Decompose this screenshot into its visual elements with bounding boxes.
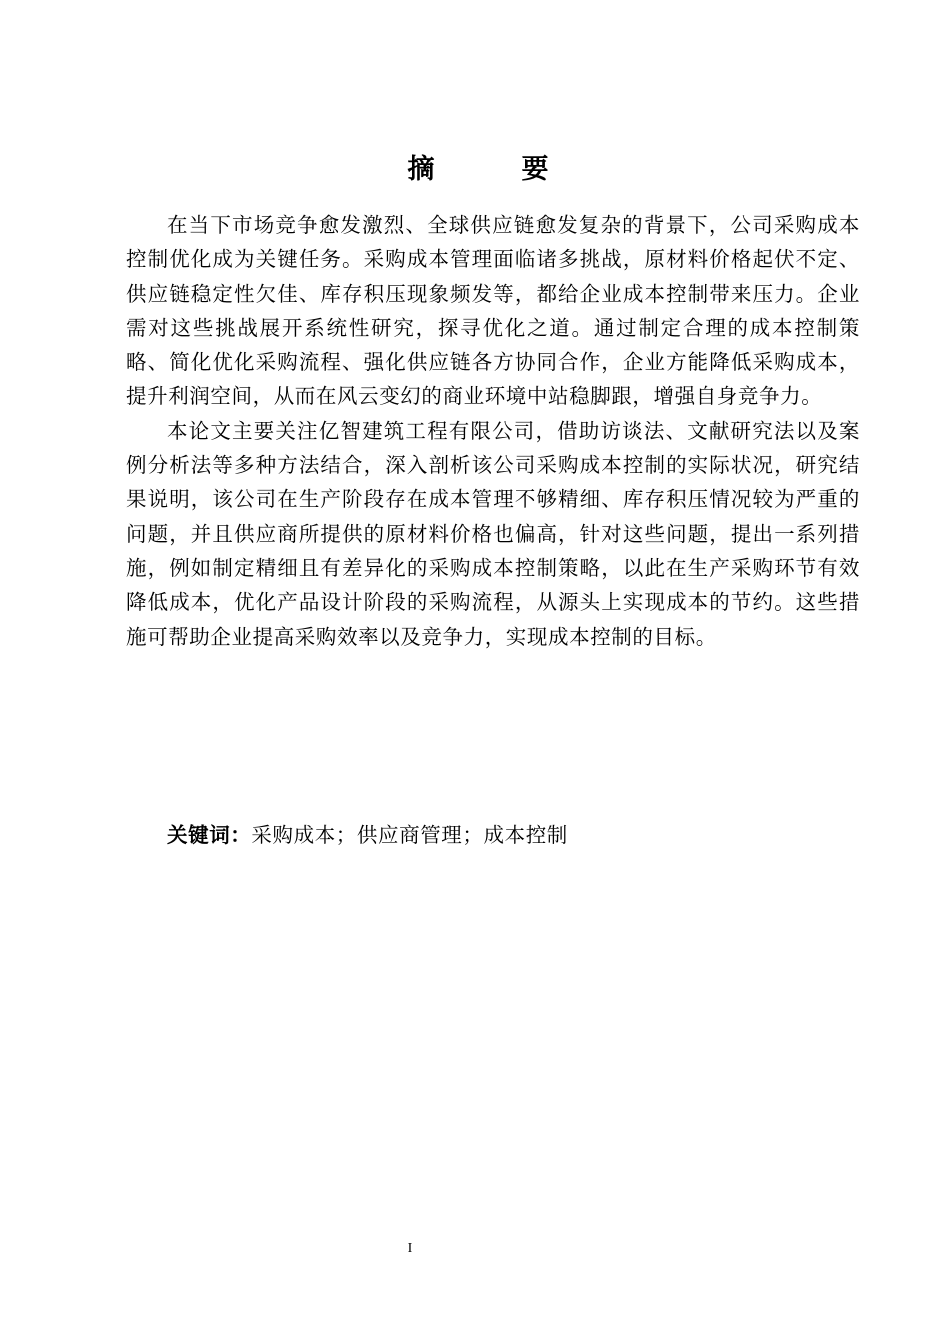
abstract-paragraph-2: 本论文主要关注亿智建筑工程有限公司，借助访谈法、文献研究法以及案例分析法等多种方法结合，深入剖析该公司采购成本控制的实际状况，研究结果说明，该公司在生产阶段存在成本管理不够精细、库存积压情况较为严重的问题，并且供应商所提供的原材料价格也偏高，针对这些问题，提出一系列措施，例如制定精细且有差异化的采购成本控制策略，以此在生产采购环节有效降低成本，优化产品设计阶段的采购流程，从源头上实现成本的节约。这些措施可帮助企业提高采购效率以及竞争力，实现成本控制的目标。 — [126, 418, 860, 649]
abstract-title: 摘 要 — [407, 154, 579, 185]
abstract-paragraph-1: 在当下市场竞争愈发激烈、全球供应链愈发复杂的背景下，公司采购成本控制优化成为关键任务。采购成本管理面临诸多挑战，原材料价格起伏不定、供应链稳定性欠佳、库存积压现象频发等，都给企业成本控制带来压力。企业需对这些挑战展开系统性研究，探寻优化之道。通过制定合理的成本控制策略、简化优化采购流程、强化供应链各方协同合作，企业方能降低采购成本，提升利润空间，从而在风云变幻的商业环境中站稳脚跟，增强自身竞争力。 — [126, 213, 860, 409]
page-number: I — [407, 1241, 413, 1256]
keywords-line — [167, 818, 568, 852]
keywords-label: 关键词： — [167, 823, 252, 847]
abstract-body — [126, 208, 860, 654]
keywords-value: 采购成本；供应商管理；成本控制 — [251, 823, 568, 847]
